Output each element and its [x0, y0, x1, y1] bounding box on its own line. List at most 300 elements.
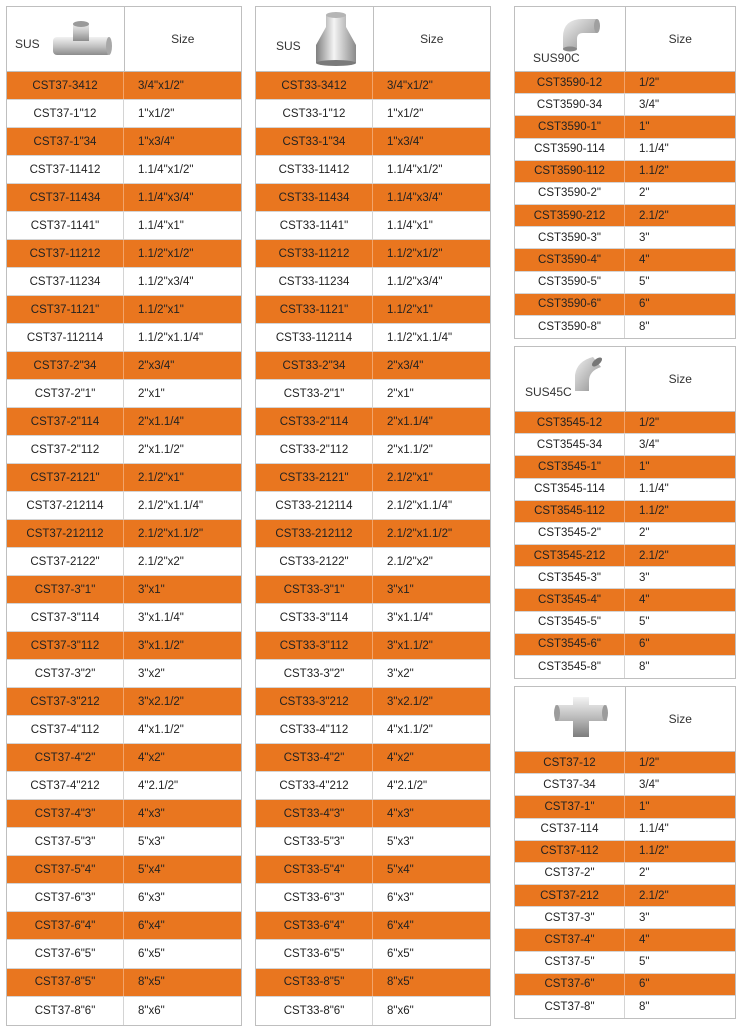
table-row	[515, 227, 735, 249]
table-row	[256, 940, 490, 968]
part-code-cell: CST33-4"112	[256, 716, 373, 743]
part-code-cell: CST3590-112	[515, 161, 625, 182]
size-cell: 1.1/2"	[639, 165, 669, 178]
table-row	[256, 408, 490, 436]
size-cell: 2.1/2"x1"	[138, 471, 184, 484]
size-cell: 2.1/2"	[639, 549, 669, 562]
size-cell: 2.1/2"x1.1/2"	[138, 527, 204, 540]
part-code-cell: CST33-2"1"	[256, 380, 373, 407]
part-code-cell: CST37-5"3"	[7, 828, 124, 855]
part-code-cell: CST33-1121"	[256, 296, 373, 323]
size-cell: 2"x1.1/4"	[387, 415, 433, 428]
part-code-cell: CST37-4"3"	[7, 800, 124, 827]
table-row	[515, 974, 735, 996]
table-row	[7, 100, 241, 128]
size-cell: 3"x1.1/2"	[138, 639, 184, 652]
size-cell: 5"x3"	[138, 835, 165, 848]
part-code-cell: CST37-3412	[7, 72, 124, 99]
table-row	[256, 660, 490, 688]
part-code-cell: CST33-3412	[256, 72, 373, 99]
size-cell: 8"	[639, 660, 650, 673]
size-cell: 2"	[639, 527, 650, 540]
size-cell: 2.1/2"	[639, 889, 669, 902]
part-code-cell: CST33-8"5"	[256, 969, 373, 996]
table-row	[256, 380, 490, 408]
size-cell: 3/4"	[639, 778, 660, 791]
table-row	[256, 912, 490, 940]
part-code-cell: CST37-6"3"	[7, 884, 124, 911]
part-code-cell: CST37-2121"	[7, 464, 124, 491]
part-code-cell: CST37-8"6"	[7, 997, 124, 1025]
table-row	[515, 796, 735, 818]
size-cell: 3"x1.1/4"	[138, 611, 184, 624]
part-code-cell: CST37-212114	[7, 492, 124, 519]
size-cell: 3"	[639, 231, 650, 244]
size-header: Size	[420, 32, 444, 46]
table-row	[256, 744, 490, 772]
part-code-cell: CST33-1"12	[256, 100, 373, 127]
table-row	[256, 268, 490, 296]
table-row	[515, 72, 735, 94]
size-cell: 1.1/4"x1/2"	[138, 163, 194, 176]
table-row	[7, 660, 241, 688]
size-header: Size	[171, 32, 195, 46]
size-cell: 4"x3"	[138, 807, 165, 820]
part-code-cell: CST37-4"212	[7, 772, 124, 799]
table-row	[256, 997, 490, 1025]
product-label: SUS90C	[533, 51, 580, 65]
table-body	[515, 72, 735, 338]
size-cell: 6"x3"	[138, 891, 165, 904]
part-code-cell: CST37-11412	[7, 156, 124, 183]
table-row	[7, 576, 241, 604]
table-row	[7, 520, 241, 548]
part-code-cell: CST3545-4"	[515, 589, 625, 610]
size-cell: 3/4"	[639, 98, 660, 111]
table-row	[7, 436, 241, 464]
part-code-cell: CST3545-112	[515, 501, 625, 522]
part-code-cell: CST37-2"34	[7, 352, 124, 379]
table-row	[515, 139, 735, 161]
table-row	[515, 589, 735, 611]
table-row	[515, 94, 735, 116]
size-cell: 8"	[639, 320, 650, 333]
table-row	[515, 249, 735, 271]
table-row	[256, 969, 490, 997]
part-code-cell: CST37-3"2"	[7, 660, 124, 687]
part-code-cell: CST33-2122"	[256, 548, 373, 575]
size-cell: 4"x1.1/2"	[138, 723, 184, 736]
table-row	[515, 294, 735, 316]
table-header	[515, 687, 735, 752]
size-cell: 4"	[639, 933, 650, 946]
part-code-cell: CST3545-34	[515, 434, 625, 455]
part-code-cell: CST37-2"112	[7, 436, 124, 463]
size-header: Size	[668, 712, 692, 726]
table-row	[7, 744, 241, 772]
reducing-tee-icon	[51, 19, 113, 63]
part-code-cell: CST33-11434	[256, 184, 373, 211]
part-code-cell: CST33-3"114	[256, 604, 373, 631]
table-header	[515, 347, 735, 412]
concentric-reducer-table	[255, 6, 491, 1026]
part-code-cell: CST37-1121"	[7, 296, 124, 323]
table-row	[256, 688, 490, 716]
size-cell: 2"	[639, 187, 650, 200]
part-code-cell: CST3545-8"	[515, 656, 625, 678]
table-row	[515, 523, 735, 545]
size-cell: 3/4"x1/2"	[387, 79, 433, 92]
size-cell: 1/2"	[639, 756, 660, 769]
part-code-cell: CST37-3"	[515, 907, 625, 928]
part-code-cell: CST37-12	[515, 752, 625, 773]
part-code-cell: CST37-8"5"	[7, 969, 124, 996]
size-cell: 4"2.1/2"	[387, 779, 428, 792]
table-row	[515, 907, 735, 929]
part-code-cell: CST37-6"5"	[7, 940, 124, 967]
part-code-cell: CST37-6"4"	[7, 912, 124, 939]
table-row	[7, 772, 241, 800]
table-row	[515, 841, 735, 863]
part-code-cell: CST33-112114	[256, 324, 373, 351]
part-code-cell: CST37-3"112	[7, 632, 124, 659]
table-body	[256, 72, 490, 1025]
table-row	[515, 752, 735, 774]
size-cell: 2"	[639, 867, 650, 880]
size-cell: 3"x2.1/2"	[387, 695, 433, 708]
size-cell: 5"x3"	[387, 835, 414, 848]
table-row	[256, 240, 490, 268]
table-row	[515, 205, 735, 227]
table-row	[515, 952, 735, 974]
table-row	[7, 464, 241, 492]
size-cell: 1"x1/2"	[387, 107, 424, 120]
equal-tee-icon	[553, 695, 609, 739]
size-cell: 1.1/2"	[639, 845, 669, 858]
table-row	[7, 604, 241, 632]
size-cell: 1/2"	[639, 76, 660, 89]
size-cell: 2.1/2"x1.1/4"	[387, 499, 453, 512]
part-code-cell: CST37-5"4"	[7, 856, 124, 883]
size-cell: 8"x5"	[138, 976, 165, 988]
size-cell: 5"	[639, 956, 650, 969]
size-cell: 6"x4"	[387, 919, 414, 932]
product-image-cell	[7, 7, 125, 71]
size-cell: 2.1/2"	[639, 209, 669, 222]
table-row	[7, 828, 241, 856]
size-cell: 1.1/2"x1/2"	[387, 247, 443, 260]
part-code-cell: CST33-8"6"	[256, 997, 373, 1025]
part-code-cell: CST37-4"2"	[7, 744, 124, 771]
size-cell: 3"x2"	[138, 667, 165, 680]
table-row	[515, 567, 735, 589]
table-row	[256, 436, 490, 464]
size-cell: 1.1/4"	[639, 483, 669, 496]
table-header	[7, 7, 241, 72]
part-code-cell: CST37-6"	[515, 974, 625, 995]
size-cell: 2"x1.1/2"	[138, 443, 184, 456]
table-row	[7, 997, 241, 1025]
table-body	[7, 72, 241, 1025]
table-row	[256, 716, 490, 744]
size-cell: 1.1/2"x3/4"	[138, 275, 194, 288]
table-row	[515, 929, 735, 951]
size-cell: 6"	[639, 638, 650, 651]
product-label: SUS	[276, 39, 301, 53]
table-row	[7, 212, 241, 240]
table-row	[515, 656, 735, 678]
table-row	[7, 156, 241, 184]
size-cell: 1/2"	[639, 416, 660, 429]
part-code-cell: CST33-3"1"	[256, 576, 373, 603]
size-cell: 3"x2"	[387, 667, 414, 680]
product-image-cell	[515, 7, 626, 71]
table-row	[256, 800, 490, 828]
size-cell: 1.1/4"x3/4"	[387, 191, 443, 204]
table-row	[7, 884, 241, 912]
size-cell: 1.1/2"x3/4"	[387, 275, 443, 288]
table-row	[256, 352, 490, 380]
part-code-cell: CST3590-5"	[515, 272, 625, 293]
table-row	[515, 272, 735, 294]
part-code-cell: CST33-5"4"	[256, 856, 373, 883]
part-code-cell: CST37-112114	[7, 324, 124, 351]
table-row	[7, 632, 241, 660]
size-cell: 2"x1"	[387, 387, 414, 400]
table-row	[256, 604, 490, 632]
part-code-cell: CST33-5"3"	[256, 828, 373, 855]
part-code-cell: CST37-1"	[515, 796, 625, 817]
part-code-cell: CST3545-12	[515, 412, 625, 433]
part-code-cell: CST37-2122"	[7, 548, 124, 575]
table-row	[7, 72, 241, 100]
size-cell: 5"	[639, 616, 650, 629]
table-row	[7, 688, 241, 716]
size-cell: 1.1/2"	[639, 505, 669, 518]
table-row	[7, 492, 241, 520]
table-row	[7, 128, 241, 156]
part-code-cell: CST33-6"3"	[256, 884, 373, 911]
part-code-cell: CST37-5"	[515, 952, 625, 973]
product-label: SUS	[15, 37, 40, 51]
size-cell: 4"x1.1/2"	[387, 723, 433, 736]
table-row	[515, 161, 735, 183]
table-row	[256, 632, 490, 660]
part-code-cell: CST3590-212	[515, 205, 625, 226]
size-cell: 1.1/2"x1"	[387, 303, 433, 316]
size-cell: 3"	[639, 911, 650, 924]
size-cell: 4"	[639, 593, 650, 606]
reducer-icon	[312, 11, 360, 67]
elbow-45-table	[514, 346, 736, 679]
size-cell: 4"x3"	[387, 807, 414, 820]
part-code-cell: CST33-6"5"	[256, 940, 373, 967]
size-cell: 1.1/2"x1.1/4"	[138, 331, 204, 344]
table-row	[256, 492, 490, 520]
part-code-cell: CST3545-6"	[515, 634, 625, 655]
size-cell: 1"	[639, 120, 650, 133]
table-row	[515, 863, 735, 885]
table-row	[256, 296, 490, 324]
product-image-cell	[515, 347, 626, 411]
part-code-cell: CST3590-3"	[515, 227, 625, 248]
table-row	[7, 296, 241, 324]
size-cell: 1.1/4"x3/4"	[138, 191, 194, 204]
part-code-cell: CST37-1141"	[7, 212, 124, 239]
part-code-cell: CST37-112	[515, 841, 625, 862]
part-code-cell: CST3590-8"	[515, 316, 625, 338]
product-image-cell	[256, 7, 374, 71]
part-code-cell: CST37-3"212	[7, 688, 124, 715]
table-body	[515, 412, 735, 678]
table-row	[7, 380, 241, 408]
table-row	[256, 464, 490, 492]
size-cell: 1.1/4"x1/2"	[387, 163, 443, 176]
part-code-cell: CST3545-3"	[515, 567, 625, 588]
size-cell: 5"x4"	[387, 863, 414, 876]
equal-tee-table	[514, 686, 736, 1019]
size-cell: 8"x6"	[387, 1004, 414, 1017]
table-row	[256, 548, 490, 576]
table-row	[515, 501, 735, 523]
size-cell: 4"	[639, 253, 650, 266]
size-cell: 3/4"	[639, 438, 660, 451]
size-cell: 2.1/2"x1.1/4"	[138, 499, 204, 512]
table-row	[7, 716, 241, 744]
table-row	[256, 520, 490, 548]
table-row	[515, 545, 735, 567]
size-cell: 2"x3/4"	[138, 359, 175, 372]
size-cell: 8"x5"	[387, 976, 414, 988]
size-cell: 6"x5"	[138, 947, 165, 960]
part-code-cell: CST33-2121"	[256, 464, 373, 491]
size-cell: 1.1/4"x1"	[387, 219, 433, 232]
part-code-cell: CST3590-1"	[515, 116, 625, 137]
part-code-cell: CST33-212112	[256, 520, 373, 547]
part-code-cell: CST37-4"	[515, 929, 625, 950]
part-code-cell: CST33-3"212	[256, 688, 373, 715]
size-cell: 3"x2.1/2"	[138, 695, 184, 708]
part-code-cell: CST33-1"34	[256, 128, 373, 155]
size-header: Size	[668, 32, 692, 46]
table-row	[515, 456, 735, 478]
table-row	[256, 184, 490, 212]
part-code-cell: CST33-11234	[256, 268, 373, 295]
table-row	[256, 828, 490, 856]
part-code-cell: CST33-1141"	[256, 212, 373, 239]
size-cell: 3"x1"	[138, 583, 165, 596]
table-row	[515, 774, 735, 796]
part-code-cell: CST37-34	[515, 774, 625, 795]
part-code-cell: CST33-212114	[256, 492, 373, 519]
size-cell: 8"x6"	[138, 1004, 165, 1017]
part-code-cell: CST37-2"1"	[7, 380, 124, 407]
table-row	[7, 548, 241, 576]
table-row	[7, 408, 241, 436]
size-cell: 6"x4"	[138, 919, 165, 932]
part-code-cell: CST33-4"3"	[256, 800, 373, 827]
part-code-cell: CST37-11434	[7, 184, 124, 211]
part-code-cell: CST3590-6"	[515, 294, 625, 315]
part-code-cell: CST3590-12	[515, 72, 625, 93]
size-cell: 1.1/4"	[639, 823, 669, 836]
size-cell: 1"	[639, 800, 650, 813]
part-code-cell: CST3590-114	[515, 139, 625, 160]
table-row	[7, 352, 241, 380]
size-cell: 2"x1"	[138, 387, 165, 400]
size-cell: 1"x1/2"	[138, 107, 175, 120]
size-cell: 8"	[639, 1000, 650, 1013]
part-code-cell: CST3590-4"	[515, 249, 625, 270]
table-row	[515, 612, 735, 634]
size-cell: 2"x1.1/4"	[138, 415, 184, 428]
table-row	[256, 212, 490, 240]
part-code-cell: CST33-2"114	[256, 408, 373, 435]
part-code-cell: CST33-11412	[256, 156, 373, 183]
part-code-cell: CST37-3"114	[7, 604, 124, 631]
part-code-cell: CST33-2"112	[256, 436, 373, 463]
size-cell: 6"x3"	[387, 891, 414, 904]
size-cell: 3"x1"	[387, 583, 414, 596]
table-row	[515, 634, 735, 656]
part-code-cell: CST3590-34	[515, 94, 625, 115]
size-cell: 2.1/2"x1"	[387, 471, 433, 484]
table-row	[515, 412, 735, 434]
table-row	[7, 912, 241, 940]
size-cell: 1"x3/4"	[387, 135, 424, 148]
elbow-45-icon	[567, 353, 607, 393]
part-code-cell: CST37-8"	[515, 996, 625, 1018]
size-cell: 4"x2"	[387, 751, 414, 764]
product-label: SUS45C	[525, 385, 572, 399]
table-header	[256, 7, 490, 72]
size-cell: 6"	[639, 298, 650, 311]
size-cell: 2.1/2"x1.1/2"	[387, 527, 453, 540]
size-cell: 1.1/2"x1"	[138, 303, 184, 316]
table-row	[7, 240, 241, 268]
size-cell: 4"x2"	[138, 751, 165, 764]
part-code-cell: CST3545-2"	[515, 523, 625, 544]
size-cell: 1"	[639, 460, 650, 473]
size-cell: 1.1/4"	[639, 143, 669, 156]
part-code-cell: CST33-3"2"	[256, 660, 373, 687]
part-code-cell: CST33-11212	[256, 240, 373, 267]
table-row	[515, 885, 735, 907]
part-code-cell: CST3545-5"	[515, 612, 625, 633]
table-row	[515, 479, 735, 501]
size-cell: 1.1/2"x1/2"	[138, 247, 194, 260]
size-header: Size	[668, 372, 692, 386]
part-code-cell: CST3545-114	[515, 479, 625, 500]
table-row	[515, 316, 735, 338]
part-code-cell: CST37-212	[515, 885, 625, 906]
part-code-cell: CST33-2"34	[256, 352, 373, 379]
table-row	[256, 772, 490, 800]
size-cell: 3"	[639, 571, 650, 584]
part-code-cell: CST37-4"112	[7, 716, 124, 743]
product-image-cell	[515, 687, 626, 751]
part-code-cell: CST3545-1"	[515, 456, 625, 477]
size-cell: 3"x1.1/2"	[387, 639, 433, 652]
table-row	[256, 72, 490, 100]
part-code-cell: CST37-212112	[7, 520, 124, 547]
reducing-tee-table	[6, 6, 242, 1026]
table-row	[256, 884, 490, 912]
elbow-90-table	[514, 6, 736, 339]
table-row	[7, 856, 241, 884]
part-code-cell: CST33-6"4"	[256, 912, 373, 939]
part-code-cell: CST3590-2"	[515, 183, 625, 204]
